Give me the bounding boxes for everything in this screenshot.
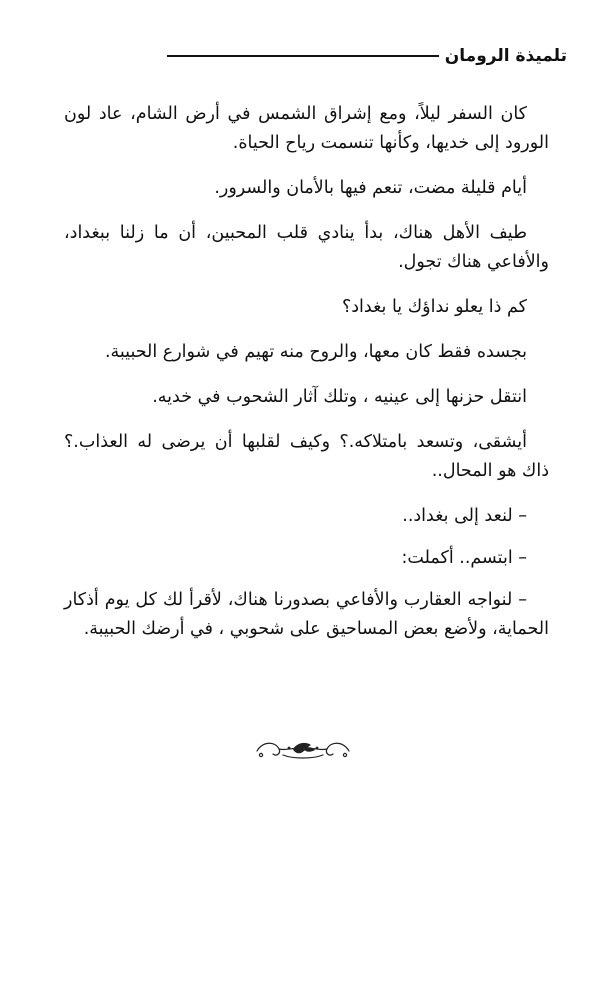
paragraph: بجسده فقط كان معها، والروح منه تهيم في شوارع الحبيبة. [104,342,527,362]
paragraph: انتقل حزنها إلى عينيه ، وتلك آثار الشحوب في خديه. [152,387,527,407]
paragraph: كان السفر ليلاً، ومع إشراق الشمس في أرض الشام، عاد لون الورود إلى خديها، وكأنها تنسمت رياح الحياة. [64,104,549,153]
dialog-line: – لنعد إلى بغداد.. [402,506,527,526]
paragraph: طيف الأهل هناك، بدأ ينادي قلب المحبين، أن ما زلنا ببغداد، والأفاعي هناك تجول. [64,223,549,272]
running-header [40,42,567,70]
floral-ornament-icon [253,735,353,763]
chapter-body [64,100,549,660]
dialog-line: – ابتسم.. أكملت: [401,548,527,568]
running-header-title: تلميذة الرومان [444,46,567,66]
paragraph: أيام قليلة مضت، تنعم فيها بالأمان والسرور. [214,178,527,198]
paragraph: كم ذا يعلو نداؤك يا بغداد؟ [341,297,527,317]
header-rule [167,55,439,57]
paragraph: أيشقى، وتسعد بامتلاكه.؟ وكيف لقلبها أن يرضى له العذاب.؟ ذاك هو المحال.. [64,432,549,481]
dialog-line: – لنواجه العقارب والأفاعي بصدورنا هناك، لأقرأ لك كل يوم أذكار الحماية، ولأضع بعض المساحيق على شحوبي ، في أرضك الحبيبة. [64,590,549,639]
